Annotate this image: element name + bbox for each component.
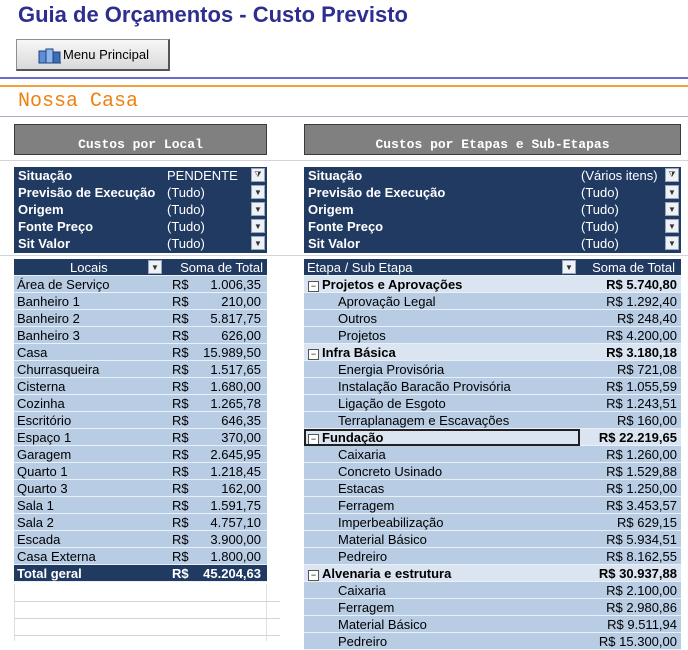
project-name: Nossa Casa: [18, 90, 139, 113]
filter-label: Previsão de Execução: [308, 185, 446, 200]
location-value: 15.989,50: [203, 345, 261, 360]
sub-stage-row[interactable]: [304, 480, 681, 497]
filter-value[interactable]: (Tudo): [167, 236, 205, 251]
books-icon: [37, 45, 63, 65]
total-label: Total geral: [17, 566, 82, 581]
filter-active-icon[interactable]: ⧩: [665, 168, 679, 182]
sub-stage-row[interactable]: [304, 327, 681, 344]
stage-value: R$ 22.219,65: [598, 430, 677, 445]
stage-name: Fundação: [322, 430, 384, 445]
location-name: Escritório: [17, 413, 72, 428]
table-row[interactable]: [14, 310, 267, 327]
table-row[interactable]: [14, 463, 267, 480]
grid-line: [0, 160, 688, 161]
sub-stage-name: Projetos: [338, 328, 386, 343]
location-name: Casa Externa: [17, 549, 96, 564]
sub-stage-value: R$ 1.292,40: [606, 294, 677, 309]
header-divider-orange: [0, 85, 688, 87]
location-name: Churrasqueira: [17, 362, 100, 377]
sub-stage-value: R$ 160,00: [617, 413, 677, 428]
filter-value[interactable]: (Tudo): [167, 185, 205, 200]
filter-label: Fonte Preço: [308, 219, 384, 234]
filter-value[interactable]: (Tudo): [581, 219, 619, 234]
sub-stage-name: Concreto Usinado: [338, 464, 443, 479]
column-header-etapa: Etapa / Sub Etapa: [307, 260, 413, 275]
stage-name: Projetos e Aprovações: [322, 277, 463, 292]
location-name: Cisterna: [17, 379, 66, 394]
location-name: Quarto 3: [17, 481, 68, 496]
table-row[interactable]: [14, 548, 267, 565]
currency-symbol: R$: [172, 277, 189, 292]
currency-symbol: R$: [172, 362, 189, 377]
location-value: 1.680,00: [210, 379, 261, 394]
sub-stage-name: Caixaria: [338, 583, 386, 598]
currency-symbol: R$: [172, 447, 189, 462]
table-row[interactable]: [14, 327, 267, 344]
filter-active-icon[interactable]: ⧩: [251, 168, 265, 182]
filter-row: [14, 167, 267, 184]
location-value: 162,00: [221, 481, 261, 496]
filter-value[interactable]: (Tudo): [581, 185, 619, 200]
sub-stage-name: Terraplanagem e Escavações: [338, 413, 510, 428]
stage-group-cell: [308, 345, 396, 360]
stage-group-row[interactable]: [304, 276, 681, 293]
sub-stage-value: R$ 5.934,51: [606, 532, 677, 547]
collapse-minus-icon[interactable]: −: [308, 570, 319, 581]
filter-row: [14, 235, 267, 252]
sub-stage-row[interactable]: [304, 361, 681, 378]
table-row[interactable]: [14, 344, 267, 361]
filter-row: [304, 235, 681, 252]
location-name: Casa: [17, 345, 48, 360]
currency-symbol: R$: [172, 294, 189, 309]
location-name: Área de Serviço: [17, 277, 110, 292]
sub-stage-name: Aprovação Legal: [338, 294, 436, 309]
table-row[interactable]: [14, 497, 267, 514]
dropdown-arrow-icon[interactable]: ▼: [665, 185, 679, 199]
sub-stage-value: R$ 248,40: [617, 311, 677, 326]
costs-by-location-header: Custos por Local: [14, 124, 267, 155]
currency-symbol: R$: [172, 549, 189, 564]
stage-group-row[interactable]: [304, 565, 681, 582]
filter-value[interactable]: (Vários itens): [581, 168, 658, 183]
sub-stage-value: R$ 1.055,59: [606, 379, 677, 394]
sub-stage-value: R$ 1.250,00: [606, 481, 677, 496]
sub-stage-value: R$ 2.100,00: [606, 583, 677, 598]
sub-stage-name: Pedreiro: [338, 549, 388, 564]
dropdown-arrow-icon[interactable]: ▼: [251, 219, 265, 233]
currency-symbol: R$: [172, 379, 189, 394]
column-header-soma: Soma de Total: [592, 260, 675, 275]
filter-value[interactable]: (Tudo): [167, 219, 205, 234]
filter-label: Situação: [18, 168, 73, 183]
filter-row: [304, 167, 681, 184]
column-header-locais: Locais: [70, 260, 108, 275]
sub-stage-name: Energia Provisória: [338, 362, 445, 377]
sub-stage-row[interactable]: [304, 633, 681, 650]
sub-stage-name: Estacas: [338, 481, 385, 496]
currency-symbol: R$: [172, 566, 189, 581]
filter-row: [14, 201, 267, 218]
costs-by-stage-header: Custos por Etapas e Sub-Etapas: [304, 124, 681, 155]
sub-stage-value: R$ 629,15: [617, 515, 677, 530]
location-name: Sala 1: [17, 498, 54, 513]
total-row: [14, 565, 267, 582]
location-name: Espaço 1: [17, 430, 72, 445]
collapse-minus-icon[interactable]: −: [308, 434, 319, 445]
filter-value[interactable]: (Tudo): [167, 202, 205, 217]
filter-row: [304, 184, 681, 201]
location-value: 370,00: [221, 430, 261, 445]
filter-row: [304, 218, 681, 235]
table-row[interactable]: [14, 480, 267, 497]
dropdown-arrow-icon[interactable]: ▼: [665, 219, 679, 233]
stage-group-row[interactable]: [304, 429, 681, 446]
currency-symbol: R$: [172, 311, 189, 326]
sub-stage-value: R$ 1.243,51: [606, 396, 677, 411]
menu-principal-button[interactable]: [16, 39, 170, 71]
currency-symbol: R$: [172, 481, 189, 496]
location-value: 1.265,78: [210, 396, 261, 411]
stage-name: Alvenaria e estrutura: [322, 566, 452, 581]
table-row[interactable]: [14, 412, 267, 429]
location-value: 210,00: [221, 294, 261, 309]
dropdown-arrow-icon[interactable]: ▼: [251, 236, 265, 250]
sub-stage-value: R$ 1.260,00: [606, 447, 677, 462]
currency-symbol: R$: [172, 345, 189, 360]
sub-stage-value: R$ 8.162,55: [606, 549, 677, 564]
filter-value[interactable]: PENDENTE: [167, 168, 238, 183]
sub-stage-name: Imperbeabilização: [338, 515, 444, 530]
filter-label: Origem: [308, 202, 354, 217]
location-value: 2.645,95: [210, 447, 261, 462]
location-value: 1.800,00: [210, 549, 261, 564]
table-row[interactable]: [14, 361, 267, 378]
location-value: 3.900,00: [210, 532, 261, 547]
pivot-header-row: [14, 259, 267, 276]
sub-stage-name: Instalação Baracão Provisória: [338, 379, 511, 394]
filter-row: [304, 201, 681, 218]
location-name: Banheiro 3: [17, 328, 80, 343]
dropdown-arrow-icon[interactable]: ▼: [251, 185, 265, 199]
page-title: Guia de Orçamentos - Custo Previsto: [18, 2, 408, 27]
collapse-minus-icon[interactable]: −: [308, 281, 319, 292]
currency-symbol: R$: [172, 532, 189, 547]
location-name: Quarto 1: [17, 464, 68, 479]
stage-group-cell: [308, 566, 451, 581]
sub-stage-name: Pedreiro: [338, 634, 388, 649]
sub-stage-row[interactable]: [304, 548, 681, 565]
location-value: 4.757,10: [210, 515, 261, 530]
header-divider-blue: [0, 77, 688, 79]
sub-stage-row[interactable]: [304, 446, 681, 463]
sub-stage-name: Ligação de Esgoto: [338, 396, 446, 411]
filter-row: [14, 218, 267, 235]
filter-label: Sit Valor: [308, 236, 361, 251]
column-header-soma: Soma de Total: [180, 260, 263, 275]
table-row[interactable]: [14, 378, 267, 395]
total-value: 45.204,63: [203, 566, 261, 581]
sub-stage-row[interactable]: [304, 395, 681, 412]
currency-symbol: R$: [172, 430, 189, 445]
location-value: 1.218,45: [210, 464, 261, 479]
location-filters-panel: [14, 167, 267, 253]
sub-stage-value: R$ 3.453,57: [606, 498, 677, 513]
sub-stage-row[interactable]: [304, 497, 681, 514]
dropdown-arrow-icon[interactable]: ▼: [562, 260, 576, 274]
dropdown-arrow-icon[interactable]: ▼: [251, 202, 265, 216]
location-name: Cozinha: [17, 396, 65, 411]
sub-stage-row[interactable]: [304, 293, 681, 310]
table-row[interactable]: [14, 276, 267, 293]
filter-row: [14, 184, 267, 201]
table-row[interactable]: [14, 395, 267, 412]
dropdown-arrow-icon[interactable]: ▼: [665, 236, 679, 250]
grid-line: [0, 255, 688, 256]
sub-stage-value: R$ 9.511,94: [607, 617, 677, 632]
sub-stage-name: Material Básico: [338, 617, 427, 632]
sub-stage-name: Caixaria: [338, 447, 386, 462]
sub-stage-row[interactable]: [304, 514, 681, 531]
table-row[interactable]: [14, 429, 267, 446]
sub-stage-row[interactable]: [304, 616, 681, 633]
stage-pivot-table: [304, 259, 681, 649]
stage-filters-panel: [304, 167, 681, 253]
location-pivot-table: [14, 259, 267, 584]
sub-stage-row[interactable]: [304, 412, 681, 429]
currency-symbol: R$: [172, 498, 189, 513]
sub-stage-row[interactable]: [304, 310, 681, 327]
location-value: 1.517,65: [210, 362, 261, 377]
project-divider: [0, 116, 688, 117]
currency-symbol: R$: [172, 413, 189, 428]
filter-label: Sit Valor: [18, 236, 71, 251]
location-name: Banheiro 2: [17, 311, 80, 326]
sub-stage-row[interactable]: [304, 463, 681, 480]
location-value: 5.817,75: [210, 311, 261, 326]
table-row[interactable]: [14, 531, 267, 548]
sub-stage-row[interactable]: [304, 378, 681, 395]
dropdown-arrow-icon[interactable]: ▼: [665, 202, 679, 216]
grid-line: [14, 584, 15, 641]
stage-group-row[interactable]: [304, 344, 681, 361]
sub-stage-value: R$ 4.200,00: [606, 328, 677, 343]
sub-stage-name: Ferragem: [338, 498, 395, 513]
filter-label: Fonte Preço: [18, 219, 94, 234]
currency-symbol: R$: [172, 328, 189, 343]
sub-stage-name: Ferragem: [338, 600, 395, 615]
menu-principal-label: Menu Principal: [63, 47, 149, 62]
currency-symbol: R$: [172, 464, 189, 479]
sub-stage-name: Material Básico: [338, 532, 427, 547]
grid-line: [14, 601, 280, 602]
sub-stage-row[interactable]: [304, 531, 681, 548]
filter-label: Origem: [18, 202, 64, 217]
stage-value: R$ 5.740,80: [606, 277, 677, 292]
currency-symbol: R$: [172, 396, 189, 411]
selected-cell-outline: [304, 429, 580, 446]
sub-stage-value: R$ 1.529,88: [606, 464, 677, 479]
location-value: 626,00: [221, 328, 261, 343]
sub-stage-name: Outros: [338, 311, 378, 326]
stage-name: Infra Básica: [322, 345, 396, 360]
sub-stage-value: R$ 2.980,86: [606, 600, 677, 615]
table-row[interactable]: [14, 293, 267, 310]
location-name: Banheiro 1: [17, 294, 80, 309]
dropdown-arrow-icon[interactable]: ▼: [148, 260, 162, 274]
location-name: Sala 2: [17, 515, 54, 530]
collapse-minus-icon[interactable]: −: [308, 349, 319, 360]
location-name: Escada: [17, 532, 61, 547]
grid-line: [14, 618, 280, 619]
stage-value: R$ 30.937,88: [598, 566, 677, 581]
table-row[interactable]: [14, 514, 267, 531]
grid-line: [14, 635, 280, 636]
location-value: 1.006,35: [210, 277, 261, 292]
sub-stage-value: R$ 15.300,00: [598, 634, 677, 649]
grid-line: [266, 584, 267, 641]
sub-stage-row[interactable]: [304, 582, 681, 599]
stage-group-cell: [308, 277, 462, 292]
pivot-header-row: [304, 259, 681, 276]
currency-symbol: R$: [172, 515, 189, 530]
location-name: Garagem: [17, 447, 72, 462]
sub-stage-row[interactable]: [304, 599, 681, 616]
table-row[interactable]: [14, 446, 267, 463]
location-value: 1.591,75: [210, 498, 261, 513]
filter-label: Situação: [308, 168, 363, 183]
location-value: 646,35: [221, 413, 261, 428]
filter-label: Previsão de Execução: [18, 185, 156, 200]
stage-value: R$ 3.180,18: [606, 345, 677, 360]
filter-value[interactable]: (Tudo): [581, 202, 619, 217]
filter-value[interactable]: (Tudo): [581, 236, 619, 251]
sub-stage-value: R$ 721,08: [617, 362, 677, 377]
